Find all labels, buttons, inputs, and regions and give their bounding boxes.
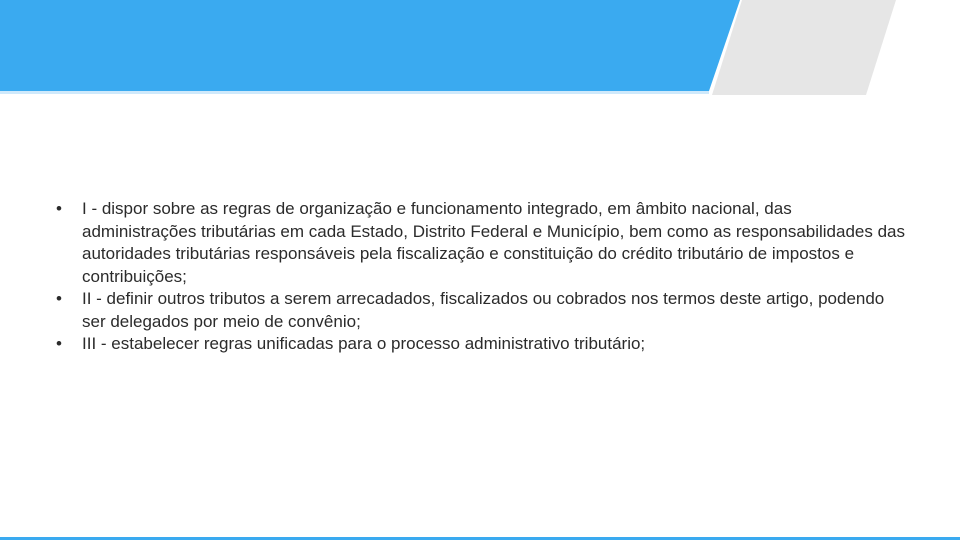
bullet-item-3 [56,333,906,356]
bullet-marker: • [56,334,62,353]
bullet-text: II - definir outros tributos a serem arrecadados, fiscalizados ou cobrados nos termos deste artigo, podendo ser delegados por meio de convênio; [82,289,885,331]
bullet-marker: • [56,289,62,308]
header-blue-shape [0,0,740,91]
bullet-text: III - estabelecer regras unificadas para o processo administrativo tributário; [82,334,646,353]
header-gray-shape [712,0,896,95]
bullet-marker: • [56,199,62,218]
header-shadow-line [0,91,709,94]
header-banner [0,0,960,100]
bullet-item-1 [56,198,906,288]
bullet-item-2 [56,288,906,333]
bullet-list [56,198,906,356]
bullet-text: I - dispor sobre as regras de organização e funcionamento integrado, em âmbito nacional, das administrações tributárias em cada Estado, Distrito Federal e Município, bem como as responsabilidades das autoridades tributárias responsáveis pela fiscalização e constituição do crédito tributário de impostos e contribuições; [82,199,906,286]
